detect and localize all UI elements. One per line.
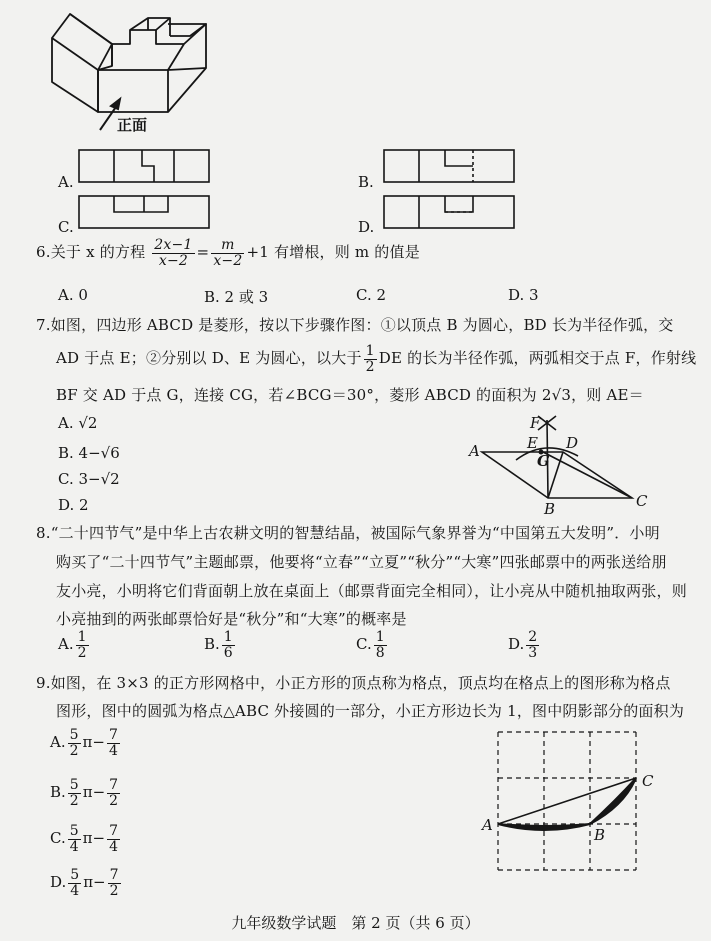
q9-b-d2: 2 [109, 792, 119, 809]
q7-number: 7. [36, 316, 51, 334]
label-a-q7: A [469, 442, 480, 460]
q9-number: 9. [36, 674, 51, 692]
q9-c-n1: 5 [69, 823, 79, 839]
q6-number: 6. [36, 243, 51, 262]
q6-frac2-num: m [211, 238, 244, 254]
option-b-letter: B. [358, 173, 374, 191]
q6-frac1-num: 2x−1 [154, 237, 193, 253]
q8-option-c-den: 8 [375, 644, 385, 661]
q7-frac-den: 2 [365, 358, 375, 375]
q6-option-c: C. 2 [356, 286, 387, 304]
q9-b-n1: 5 [69, 777, 79, 793]
q7-option-d: D. 2 [58, 496, 89, 514]
q8-line-3: 友小亮，小明将它们背面朝上放在桌面上（邮票背面完全相同），让小亮从中随机抽取两张，则 [56, 582, 687, 600]
q9-b-n2: 7 [109, 777, 119, 793]
q9-option-b-letter: B. [50, 783, 66, 802]
option-c-letter: C. [58, 218, 74, 236]
q8-option-b-num: 1 [223, 629, 233, 645]
q8-number: 8. [36, 524, 51, 542]
q9-option-a-letter: A. [50, 733, 66, 752]
q9-option-d-letter: D. [50, 873, 67, 892]
label-c-q7: C [636, 492, 648, 510]
label-c-q9: C [642, 772, 654, 790]
q6-equals: = [196, 243, 210, 262]
q9-c-d2: 4 [109, 838, 118, 855]
q9-line-2: 图形，图中的圆弧为格点△ABC 外接圆的一部分，小正方形边长为 1，图中阴影部分的面积为 [56, 702, 685, 720]
q9-a-n2: 7 [108, 727, 118, 743]
q9-d-n2: 7 [109, 867, 119, 883]
q8-option-d-den: 3 [528, 644, 538, 661]
q7-option-b: B. 4−√6 [58, 444, 120, 462]
q9-c-n2: 7 [109, 823, 118, 839]
label-b-q7: B [544, 500, 556, 518]
q9-a-pi: π− [82, 733, 105, 752]
option-a-letter: A. [58, 173, 74, 191]
q8-line1-text: “二十四节气”是中华上古农耕文明的智慧结晶，被国际气象界誉为“中国第五大发明”．小明 [50, 524, 660, 542]
q9-b-d1: 2 [69, 792, 79, 809]
q8-option-c-num: 1 [375, 629, 385, 645]
label-b-q9: B [594, 826, 606, 844]
q6-text-before: 关于 x 的方程 [50, 243, 146, 262]
q8-option-a-den: 2 [77, 644, 87, 661]
q8-option-a-num: 1 [77, 629, 87, 645]
q8-option-b-den: 6 [223, 644, 233, 661]
label-g-q7: G [537, 452, 550, 470]
q7-line1-text: 如图，四边形 ABCD 是菱形，按以下步骤作图：①以顶点 B 为圆心，BD 长为半径作弧，交 [50, 316, 674, 334]
q8-option-c-letter: C. [356, 635, 372, 654]
q9-d-pi: π− [83, 873, 106, 892]
label-a-q9: A [482, 816, 493, 834]
label-e-q7: E [527, 434, 538, 452]
q6-option-a: A. 0 [58, 286, 88, 304]
q8-line-2: 购买了“二十四节气”主题邮票，他要将“立春”“立夏”“秋分”“大寒”四张邮票中的两张送给朋 [56, 553, 667, 571]
q9-d-d2: 2 [109, 882, 119, 899]
q8-option-d-num: 2 [528, 629, 538, 645]
q6-frac1-den: x−2 [158, 252, 188, 269]
q7-frac-num: 1 [365, 343, 375, 359]
q9-a-n1: 5 [69, 727, 79, 743]
option-d-letter: D. [358, 218, 375, 236]
q9-a-d1: 2 [69, 742, 79, 759]
q9-line1-text: 如图，在 3×3 的正方形网格中，小正方形的顶点称为格点，顶点均在格点上的图形称为格点 [50, 674, 671, 692]
front-label: 正面 [117, 116, 148, 134]
q8-option-a-letter: A. [58, 635, 74, 654]
q7-option-a: A. √2 [58, 414, 98, 432]
q6-frac2-den: x−2 [213, 252, 243, 269]
page-footer: 九年级数学试题 第 2 页（共 6 页） [231, 914, 480, 932]
q9-b-pi: π− [82, 783, 106, 802]
q6-option-b: B. 2 或 3 [204, 288, 269, 306]
q9-option-c-letter: C. [50, 829, 66, 848]
q8-option-d-letter: D. [508, 635, 525, 654]
q7-line2-before: AD 于点 E；②分别以 D、E 为圆心，以大于 [56, 349, 362, 368]
label-d-q7: D [566, 434, 579, 452]
q9-c-pi: π− [82, 829, 106, 848]
label-f-q7: F [530, 414, 541, 432]
q7-line2-after: DE 的长为半径作弧，两弧相交于点 F，作射线 [378, 349, 697, 368]
q6-text-after: +1 有增根，则 m 的值是 [246, 243, 420, 262]
q6-option-d: D. 3 [508, 286, 539, 304]
q7-option-c: C. 3−√2 [58, 470, 120, 488]
q9-a-d2: 4 [108, 742, 118, 759]
q8-option-b-letter: B. [204, 635, 220, 654]
q9-d-n1: 5 [70, 867, 80, 883]
q8-line-4: 小亮抽到的两张邮票恰好是“秋分”和“大寒”的概率是 [56, 610, 407, 628]
q9-c-d1: 4 [69, 838, 79, 855]
q7-line-3: BF 交 AD 于点 G，连接 CG，若∠BCG＝30°，菱形 ABCD 的面积为 2√3，则 AE＝ [56, 386, 644, 404]
q9-d-d1: 4 [70, 882, 80, 899]
